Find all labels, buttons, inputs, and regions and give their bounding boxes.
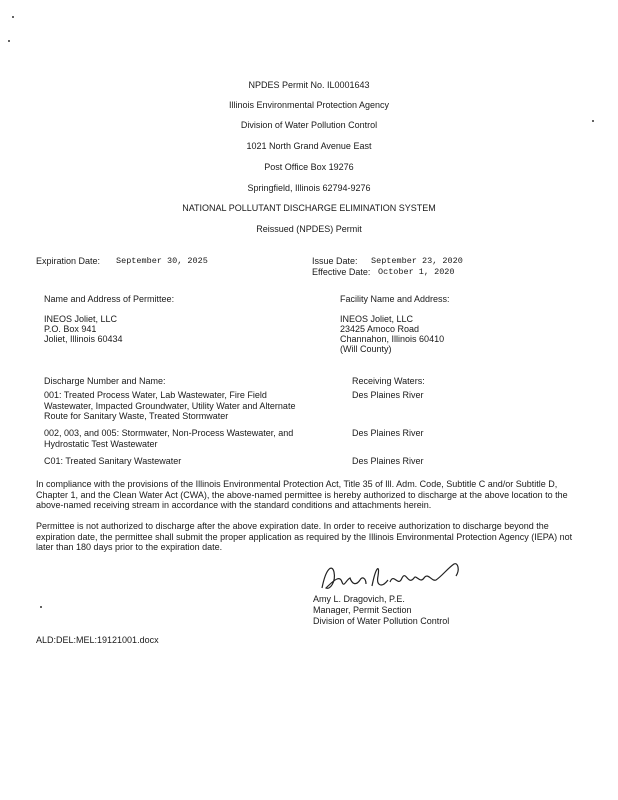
- facility-county: (Will County): [340, 344, 392, 354]
- expiration-paragraph: Permittee is not authorized to discharge after the above expiration date. In order to receive authorization to discharge beyond the expiration date, the permittee shall submit the proper application as required by the Illinois Environmental Protection Agency (IEPA) not later than 180 days prior to the expiration date.: [36, 521, 573, 552]
- scan-speck: [12, 16, 14, 18]
- permit-type: Reissued (NPDES) Permit: [256, 224, 362, 234]
- signer-title: Manager, Permit Section: [313, 605, 412, 615]
- permittee-city: Joliet, Illinois 60434: [44, 334, 123, 344]
- file-reference: ALD:DEL:MEL:19121001.docx: [36, 635, 159, 645]
- expiration-date-label: Expiration Date:: [36, 256, 101, 266]
- agency-name: Illinois Environmental Protection Agency: [228, 100, 390, 110]
- signer-name: Amy L. Dragovich, P.E.: [313, 594, 405, 604]
- permit-number: NPDES Permit No. IL0001643: [248, 80, 370, 90]
- facility-heading: Facility Name and Address:: [340, 294, 450, 304]
- discharge-item-002: 002, 003, and 005: Stormwater, Non-Process Wastewater, and Hydrostatic Test Wastewater: [44, 428, 294, 449]
- receiving-waters-heading: Receiving Waters:: [352, 376, 425, 386]
- effective-date-label: Effective Date:: [312, 267, 371, 277]
- system-name: NATIONAL POLLUTANT DISCHARGE ELIMINATION SYSTEM: [182, 203, 436, 213]
- po-box: Post Office Box 19276: [264, 162, 354, 172]
- discharge-item-c01: C01: Treated Sanitary Wastewater: [44, 456, 182, 466]
- issue-date-value: September 23, 2020: [371, 256, 463, 266]
- discharge-item-001: 001: Treated Process Water, Lab Wastewater, Fire Field Wastewater, Impacted Groundwater, Utility Water and Alternate Route for Sanitary Waste, Treated Stormwater: [44, 390, 296, 421]
- city-address: Springfield, Illinois 62794-9276: [247, 183, 371, 193]
- discharge-heading: Discharge Number and Name:: [44, 376, 166, 386]
- compliance-paragraph: In compliance with the provisions of the Illinois Environmental Protection Act, Title 35 of Ill. Adm. Code, Subtitle C and/or Subtitle D, Chapter 1, and the Clean Water Act (CWA), the above-named permittee is hereby authorized to discharge at the above location to the above-named receiving stream in accordance with the standard conditions and attachments herein.: [36, 479, 568, 510]
- receiving-water-c01: Des Plaines River: [352, 456, 424, 466]
- division-name: Division of Water Pollution Control: [240, 120, 378, 130]
- facility-street: 23425 Amoco Road: [340, 324, 420, 334]
- permittee-heading: Name and Address of Permittee:: [44, 294, 175, 304]
- street-address: 1021 North Grand Avenue East: [246, 141, 372, 151]
- facility-name: INEOS Joliet, LLC: [340, 314, 414, 324]
- receiving-water-002: Des Plaines River: [352, 428, 424, 438]
- facility-city: Channahon, Illinois 60410: [340, 334, 445, 344]
- receiving-water-001: Des Plaines River: [352, 390, 424, 400]
- scan-speck: [40, 606, 42, 608]
- permittee-name: INEOS Joliet, LLC: [44, 314, 118, 324]
- signer-division: Division of Water Pollution Control: [313, 616, 450, 626]
- expiration-date-value: September 30, 2025: [116, 256, 208, 266]
- scan-speck: [8, 40, 10, 42]
- permittee-po-box: P.O. Box 941: [44, 324, 97, 334]
- effective-date-value: October 1, 2020: [378, 267, 455, 277]
- signature-graphic: [316, 558, 476, 598]
- issue-date-label: Issue Date:: [312, 256, 358, 266]
